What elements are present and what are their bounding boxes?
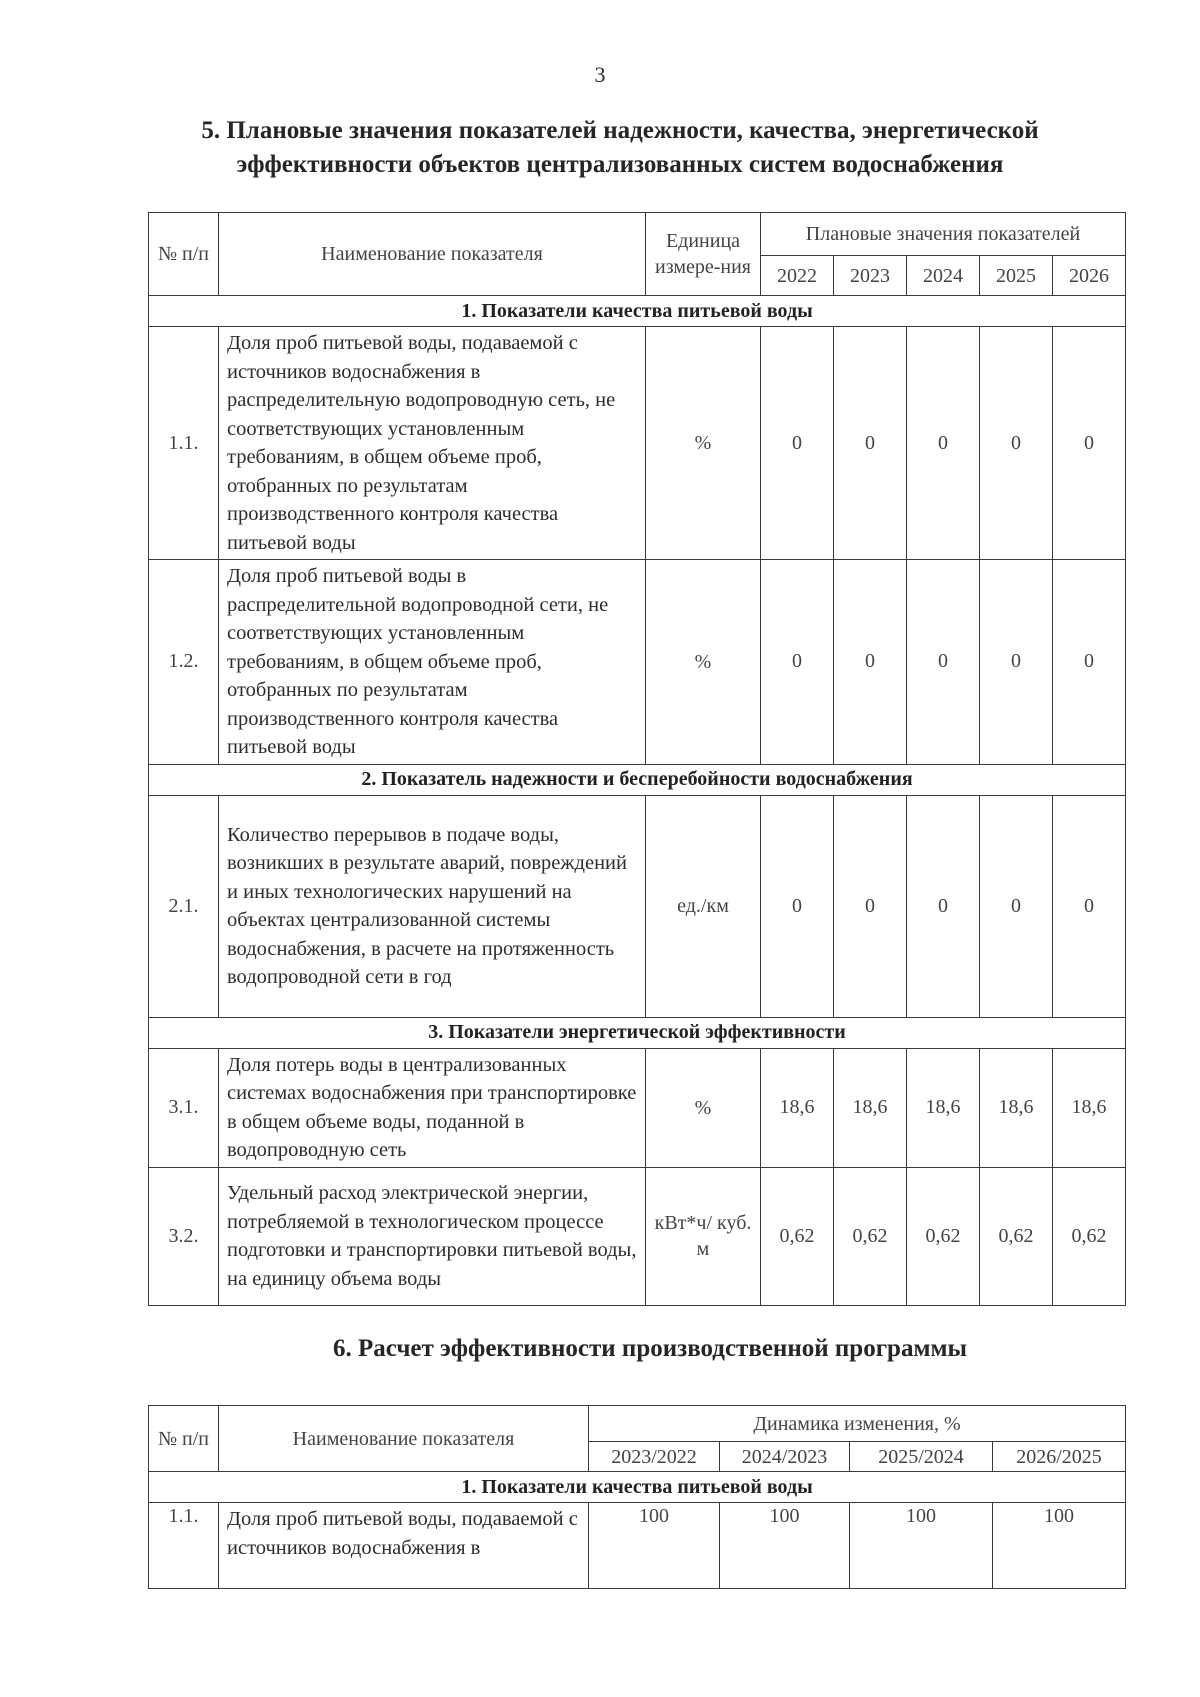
header-period: 2024/2023	[720, 1442, 850, 1472]
row-value: 0	[980, 560, 1053, 765]
row-num: 3.1.	[149, 1048, 219, 1167]
efficiency-table	[148, 1405, 1126, 1589]
row-value: 0	[1053, 327, 1126, 560]
section-5-title: 5. Плановые значения показателей надежности, качества, энергетической эффективности объектов централизованных систем водоснабжения	[201, 117, 1039, 178]
header-year: 2024	[907, 256, 980, 296]
row-value: 0	[761, 560, 834, 765]
row-value: 0	[980, 327, 1053, 560]
page-number: 3	[594, 62, 606, 87]
header-dynamics: Динамика изменения, %	[589, 1406, 1126, 1442]
group-title: 3. Показатели энергетической эффективности	[149, 1017, 1126, 1048]
header-year: 2026	[1053, 256, 1126, 296]
header-num: № п/п	[149, 213, 219, 296]
row-value: 100	[589, 1503, 720, 1589]
row-num: 1.2.	[149, 560, 219, 765]
header-year: 2023	[834, 256, 907, 296]
row-name: Доля проб питьевой воды, подаваемой с источников водоснабжения в	[219, 1503, 589, 1589]
row-name: Удельный расход электрической энергии, потребляемой в технологическом процессе подготовки и транспортировки питьевой воды, на единицу объема воды	[219, 1167, 646, 1305]
header-period: 2026/2025	[993, 1442, 1126, 1472]
section-6-title: 6. Расчет эффективности производственной программы	[332, 1335, 968, 1362]
row-value: 100	[720, 1503, 850, 1589]
row-value: 0,62	[980, 1167, 1053, 1305]
row-value: 18,6	[1053, 1048, 1126, 1167]
table-row	[149, 560, 1126, 765]
row-num: 1.1.	[149, 327, 219, 560]
row-unit: кВт*ч/ куб. м	[646, 1167, 761, 1305]
header-unit: Единица измере-ния	[646, 213, 761, 296]
row-unit: %	[646, 1048, 761, 1167]
row-value: 0	[834, 560, 907, 765]
row-name: Доля проб питьевой воды в распределительной водопроводной сети, не соответствующих установленным требованиям, в общем объеме проб, отобранных по результатам производственного контроля качества питьевой воды	[219, 560, 646, 765]
row-value: 0	[907, 327, 980, 560]
row-value: 0,62	[1053, 1167, 1126, 1305]
row-value: 18,6	[834, 1048, 907, 1167]
header-num: № п/п	[149, 1406, 219, 1472]
row-value: 18,6	[761, 1048, 834, 1167]
header-year: 2022	[761, 256, 834, 296]
row-num: 2.1.	[149, 795, 219, 1017]
row-value: 0	[761, 327, 834, 560]
header-year: 2025	[980, 256, 1053, 296]
row-value: 18,6	[980, 1048, 1053, 1167]
row-name: Доля проб питьевой воды, подаваемой с источников водоснабжения в распределительную водопроводную сеть, не соответствующих установленным требованиям, в общем объеме проб, отобранных по результатам производственного контроля качества питьевой воды	[219, 327, 646, 560]
row-name: Доля потерь воды в централизованных системах водоснабжения при транспортировке в общем объеме воды, поданной в водопроводную сеть	[219, 1048, 646, 1167]
group-title: 1. Показатели качества питьевой воды	[149, 296, 1126, 327]
header-name: Наименование показателя	[219, 1406, 589, 1472]
table-row	[149, 1167, 1126, 1305]
row-value: 0,62	[761, 1167, 834, 1305]
header-planned-values: Плановые значения показателей	[761, 213, 1126, 256]
row-unit: ед./км	[646, 795, 761, 1017]
row-unit: %	[646, 327, 761, 560]
row-value: 0	[1053, 560, 1126, 765]
table-row	[149, 795, 1126, 1017]
row-value: 0,62	[834, 1167, 907, 1305]
row-value: 0,62	[907, 1167, 980, 1305]
row-value: 100	[993, 1503, 1126, 1589]
table-row	[149, 1048, 1126, 1167]
header-period: 2025/2024	[850, 1442, 993, 1472]
row-value: 0	[834, 327, 907, 560]
row-value: 0	[907, 795, 980, 1017]
row-value: 0	[1053, 795, 1126, 1017]
row-unit: %	[646, 560, 761, 765]
row-num: 1.1.	[149, 1503, 219, 1589]
table-row	[149, 327, 1126, 560]
row-value: 0	[980, 795, 1053, 1017]
header-period: 2023/2022	[589, 1442, 720, 1472]
group-title: 2. Показатель надежности и бесперебойности водоснабжения	[149, 764, 1126, 795]
table-row	[149, 1503, 1126, 1589]
row-value: 0	[834, 795, 907, 1017]
group-title: 1. Показатели качества питьевой воды	[149, 1472, 1126, 1503]
planned-values-table	[148, 212, 1126, 1306]
row-name: Количество перерывов в подаче воды, возникших в результате аварий, повреждений и иных технологических нарушений на объектах централизованной системы водоснабжения, в расчете на протяженность водопроводной сети в год	[219, 795, 646, 1017]
row-value: 0	[907, 560, 980, 765]
row-value: 0	[761, 795, 834, 1017]
row-value: 100	[850, 1503, 993, 1589]
header-name: Наименование показателя	[219, 213, 646, 296]
row-value: 18,6	[907, 1048, 980, 1167]
row-num: 3.2.	[149, 1167, 219, 1305]
